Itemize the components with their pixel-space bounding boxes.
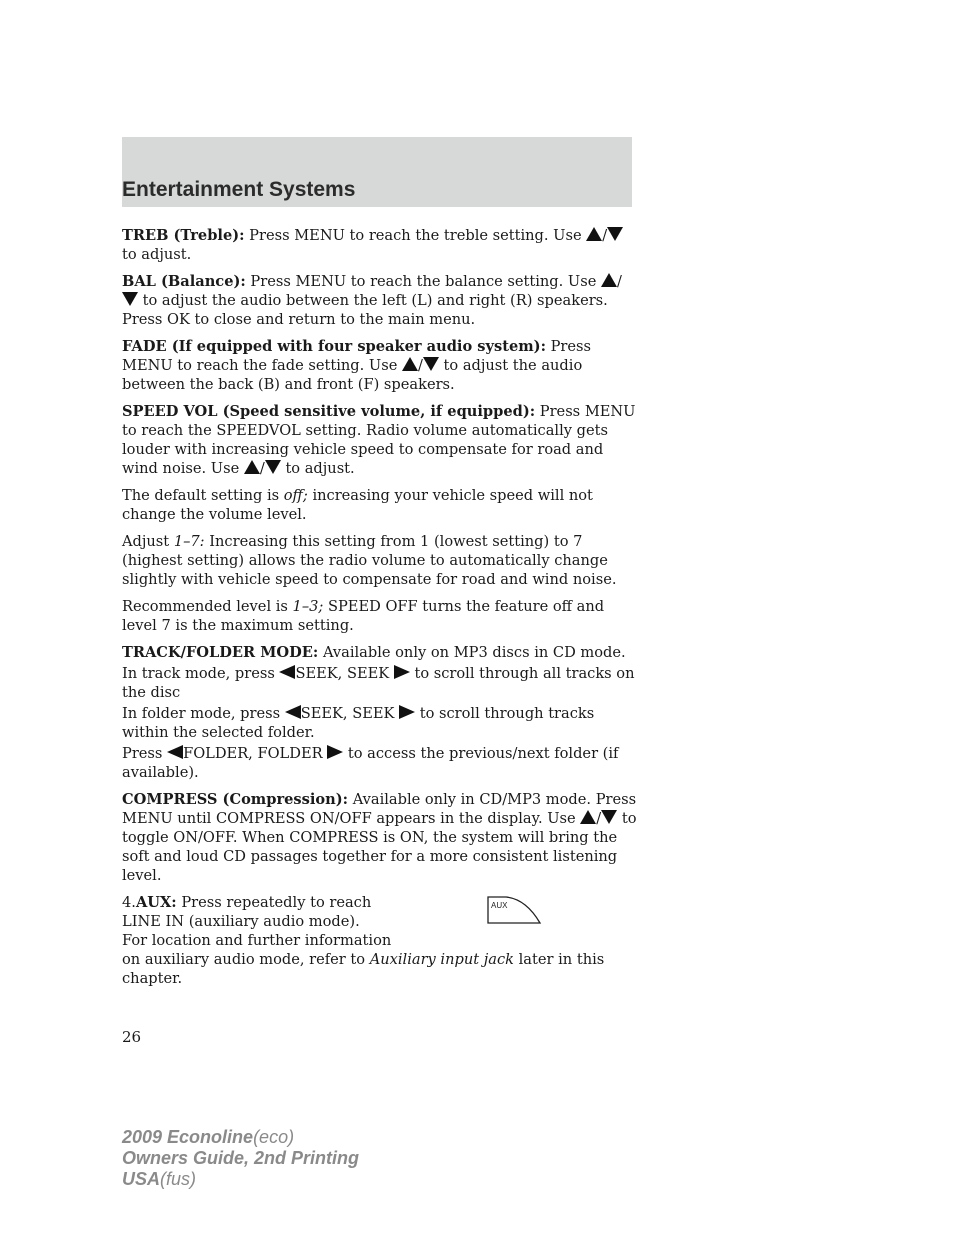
page-number: 26 — [122, 1028, 142, 1046]
compress-paragraph: COMPRESS (Compression): Available only in CD/MP3 mode. Press MENU until COMPRESS ON/OFF appears in the display. Use / to toggle ON/OFF. When COMPRESS is ON, the system will bring the soft and loud CD passages together for a more consistent listening level. — [122, 791, 637, 884]
aux-paragraph: 4.AUX: Press repeatedly to reach LINE IN (auxiliary audio mode). For location and further information on auxiliary audio mode, refer to Auxiliary input jack later in this chapter. AUX — [122, 894, 605, 987]
up-arrow-icon — [586, 227, 602, 241]
bal-label: BAL (Balance): — [122, 273, 246, 290]
track-folder-paragraph: TRACK/FOLDER MODE: Available only on MP3 discs in CD mode. — [122, 644, 626, 661]
bal-paragraph: BAL (Balance): Press MENU to reach the balance setting. Use / to adjust the audio between the left (L) and right (R) speakers. Press OK to close and return to the main menu. — [122, 273, 622, 328]
body-text — [122, 226, 637, 988]
seek-right-icon — [399, 705, 415, 719]
down-arrow-icon — [601, 810, 617, 824]
fade-label: FADE (If equipped with four speaker audio system): — [122, 338, 546, 355]
adjust-paragraph: Adjust 1–7: Increasing this setting from 1 (lowest setting) to 7 (highest setting) allows the radio volume to automatically change slightly with vehicle speed to compensate for road and wind noise. — [122, 533, 617, 588]
seek-right-icon — [394, 665, 410, 679]
down-arrow-icon — [122, 292, 138, 306]
folder-mode-paragraph: In folder mode, press SEEK, SEEK to scroll through tracks within the selected folder. — [122, 705, 595, 741]
down-arrow-icon — [607, 227, 623, 241]
speedvol-paragraph: SPEED VOL (Speed sensitive volume, if equipped): Press MENU to reach the SPEEDVOL setting. Radio volume automatically gets louder with increasing vehicle speed to compensate for road and wind noise. Use / to adjust. — [122, 403, 636, 477]
down-arrow-icon — [423, 357, 439, 371]
seek-left-icon — [285, 705, 301, 719]
compress-label: COMPRESS (Compression): — [122, 791, 349, 808]
speedvol-label: SPEED VOL (Speed sensitive volume, if equipped): — [122, 403, 536, 420]
treb-paragraph: TREB (Treble): Press MENU to reach the treble setting. Use / to adjust. — [122, 226, 637, 264]
default-setting-paragraph: The default setting is off; increasing your vehicle speed will not change the volume level. — [122, 487, 593, 523]
up-arrow-icon — [402, 357, 418, 371]
down-arrow-icon — [265, 460, 281, 474]
folder-left-icon — [167, 745, 183, 759]
svg-text:AUX: AUX — [491, 901, 508, 910]
fade-paragraph: FADE (If equipped with four speaker audio system): Press MENU to reach the fade setting. Use / to adjust the audio between the back (B) and front (F) speakers. — [122, 338, 592, 393]
footer: 2009 Econoline(eco) Owners Guide, 2nd Printing USA(fus) — [122, 1127, 360, 1189]
track-folder-label: TRACK/FOLDER MODE: — [122, 644, 319, 661]
up-arrow-icon — [601, 273, 617, 287]
aux-button-icon — [486, 895, 542, 925]
track-mode-paragraph: In track mode, press SEEK, SEEK to scroll through all tracks on the disc — [122, 665, 635, 701]
recommended-paragraph: Recommended level is 1–3; SPEED OFF turns the feature off and level 7 is the maximum setting. — [122, 598, 605, 634]
aux-label: AUX: — [135, 894, 177, 911]
press-folder-paragraph: Press FOLDER, FOLDER to access the previous/next folder (if available). — [122, 745, 619, 781]
folder-right-icon — [327, 745, 343, 759]
up-arrow-icon — [244, 460, 260, 474]
section-title: Entertainment Systems — [122, 178, 356, 201]
up-arrow-icon — [580, 810, 596, 824]
seek-left-icon — [279, 665, 295, 679]
treb-label: TREB (Treble): — [122, 227, 245, 244]
